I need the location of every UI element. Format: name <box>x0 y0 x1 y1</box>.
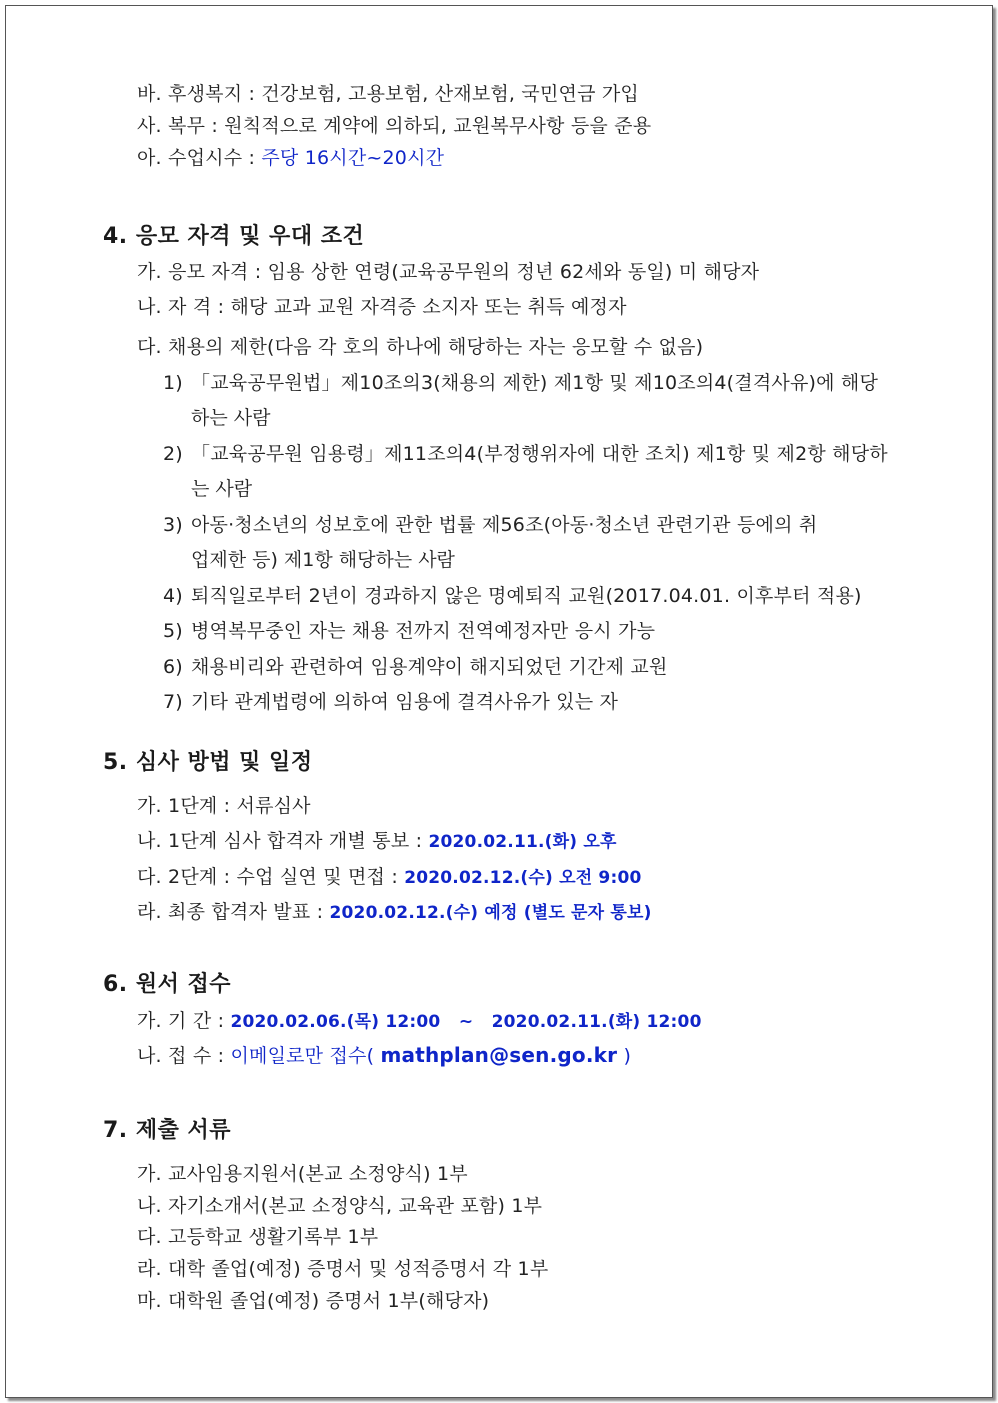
restriction-item-continuation: 업제한 등) 제1항 해당하는 사람 <box>191 549 455 571</box>
license-requirement-line: 나. 자 격 : 해당 교과 교원 자격증 소지자 또는 취득 예정자 <box>137 296 627 318</box>
restriction-item-continuation: 하는 사람 <box>191 407 271 429</box>
item-text: 아동·청소년의 성보호에 관한 법률 제56조(아동·청소년 관련기관 등에의 취 <box>191 514 818 536</box>
item-number: 1) <box>163 372 183 394</box>
section-7-heading: 7. 제출 서류 <box>103 1118 231 1143</box>
final-announcement-line <box>137 900 652 925</box>
item-text: 병역복무중인 자는 채용 전까지 전역예정자만 응시 가능 <box>191 620 656 642</box>
class-hours-label: 아. 수업시수 : <box>137 147 262 169</box>
stage2-line <box>137 865 642 890</box>
item-text: 「교육공무원 임용령」제11조의4(부정행위자에 대한 조치) 제1항 및 제2항 해당하 <box>191 443 888 465</box>
item-number: 5) <box>163 620 183 642</box>
document-item: 마. 대학원 졸업(예정) 증명서 1부(해당자) <box>137 1290 490 1312</box>
item-text: 기타 관계법령에 의하여 임용에 결격사유가 있는 자 <box>191 691 619 713</box>
section-4-heading: 4. 응모 자격 및 우대 조건 <box>103 224 365 249</box>
application-method-label: 나. 접 수 : <box>137 1045 231 1067</box>
stage1-notice-label: 나. 1단계 심사 합격자 개별 통보 : <box>137 830 429 852</box>
restriction-item <box>163 442 888 466</box>
stage1-notice-date: 2020.02.11.(화) 오후 <box>428 832 617 852</box>
restriction-item <box>163 371 878 395</box>
stage2-label: 다. 2단계 : 수업 실연 및 면접 : <box>137 866 405 888</box>
item-text: 「교육공무원법」제10조의3(채용의 제한) 제1항 및 제10조의4(결격사유)에 해당 <box>191 372 879 394</box>
item-number: 6) <box>163 656 183 678</box>
application-email-link[interactable]: mathplan@sen.go.kr <box>380 1043 618 1067</box>
restriction-item <box>163 690 618 714</box>
class-hours-value: 주당 16시간~20시간 <box>261 147 445 169</box>
application-period-line <box>137 1009 702 1034</box>
section-5-heading: 5. 심사 방법 및 일정 <box>103 750 313 775</box>
document-item: 라. 대학 졸업(예정) 증명서 및 성적증명서 각 1부 <box>137 1258 549 1280</box>
restriction-item <box>163 619 655 643</box>
item-number: 2) <box>163 443 183 465</box>
restriction-item <box>163 513 817 537</box>
application-period-value: 2020.02.06.(목) 12:00 ~ 2020.02.11.(화) 12:00 <box>230 1012 702 1032</box>
welfare-line: 바. 후생복지 : 건강보험, 고용보험, 산재보험, 국민연금 가입 <box>137 83 639 105</box>
item-number: 7) <box>163 691 183 713</box>
age-requirement-line: 가. 응모 자격 : 임용 상한 연령(교육공무원의 정년 62세와 동일) 미 해당자 <box>137 261 760 283</box>
section-6-heading: 6. 원서 접수 <box>103 972 231 997</box>
item-number: 4) <box>163 585 183 607</box>
document-item: 나. 자기소개서(본교 소정양식, 교육관 포함) 1부 <box>137 1195 543 1217</box>
stage1-notice-line <box>137 829 617 854</box>
application-period-label: 가. 기 간 : <box>137 1010 231 1032</box>
final-announcement-label: 라. 최종 합격자 발표 : <box>137 901 330 923</box>
restriction-item-continuation: 는 사람 <box>191 478 253 500</box>
application-method-text: 이메일로만 접수( <box>230 1045 375 1067</box>
item-number: 3) <box>163 514 183 536</box>
application-method-line <box>137 1043 631 1068</box>
restriction-item <box>163 655 668 679</box>
stage1-line: 가. 1단계 : 서류심사 <box>137 795 311 817</box>
restriction-line: 다. 채용의 제한(다음 각 호의 하나에 해당하는 자는 응모할 수 없음) <box>137 336 704 358</box>
restriction-item <box>163 584 862 608</box>
application-method-close: ) <box>623 1045 632 1067</box>
duty-line: 사. 복무 : 원칙적으로 계약에 의하되, 교원복무사항 등을 준용 <box>137 115 652 137</box>
document-item: 다. 고등학교 생활기록부 1부 <box>137 1226 379 1248</box>
final-announcement-date: 2020.02.12.(수) 예정 (별도 문자 통보) <box>329 903 652 923</box>
stage2-date: 2020.02.12.(수) 오전 9:00 <box>404 868 642 888</box>
document-item: 가. 교사임용지원서(본교 소정양식) 1부 <box>137 1163 468 1185</box>
item-text: 채용비리와 관련하여 임용계약이 해지되었던 기간제 교원 <box>191 656 668 678</box>
class-hours-line <box>137 146 444 170</box>
item-text: 퇴직일로부터 2년이 경과하지 않은 명예퇴직 교원(2017.04.01. 이후부터 적용) <box>191 585 862 607</box>
